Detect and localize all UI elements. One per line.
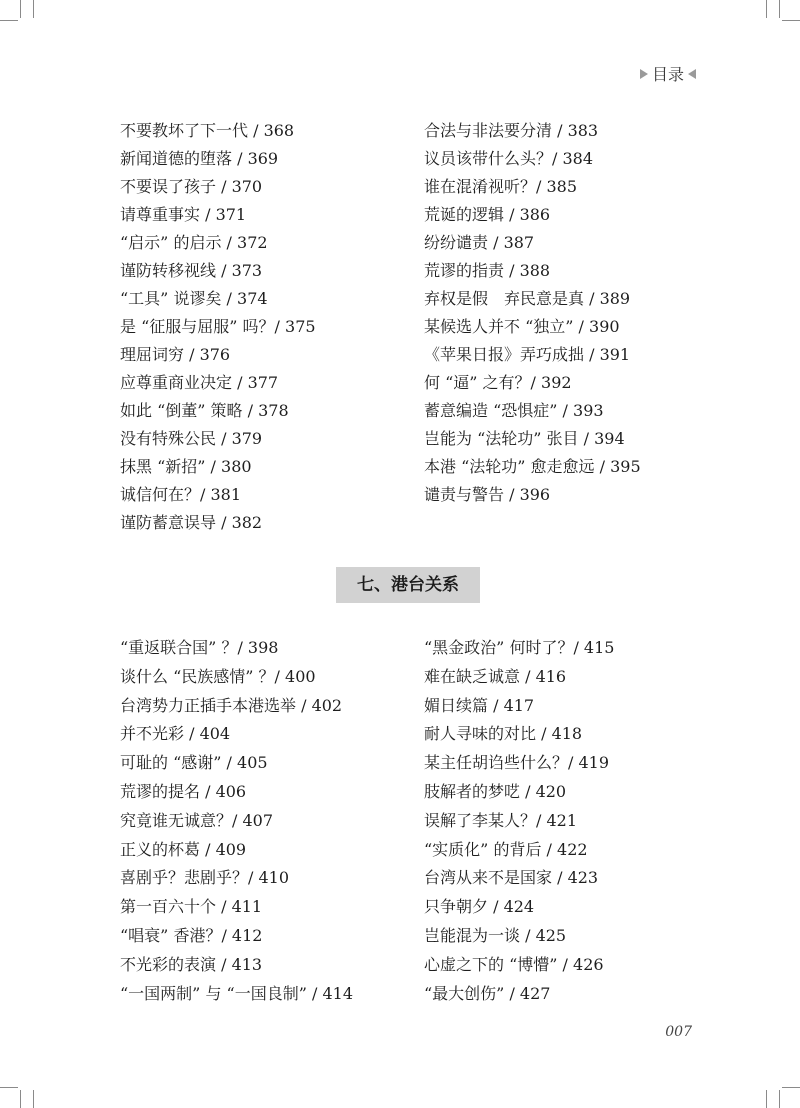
toc-entry: 抹黑 “新招” / 380 bbox=[120, 457, 252, 476]
toc-entry: 蓄意编造 “恐惧症” / 393 bbox=[424, 401, 604, 420]
toc-entry: 正义的杯葛 / 409 bbox=[120, 839, 247, 859]
toc-entry: 弃权是假 弃民意是真 / 389 bbox=[424, 289, 631, 308]
toc-entry: “重返联合国” ？/ 398 bbox=[120, 638, 279, 657]
running-header bbox=[640, 62, 696, 85]
toc-entry: 只争朝夕 / 424 bbox=[424, 897, 535, 917]
toc-entry: 谴责与警告 / 396 bbox=[424, 485, 551, 504]
toc-entry: 如此 “倒董” 策略 / 378 bbox=[120, 401, 289, 420]
toc-entry: “最大创伤” / 427 bbox=[424, 983, 551, 1003]
crop-mark bbox=[766, 1090, 767, 1108]
toc-entry: 谨防蓄意误导 / 382 bbox=[120, 513, 263, 532]
crop-mark bbox=[779, 1090, 780, 1108]
toc-entry: 谨防转移视线 / 373 bbox=[120, 261, 263, 280]
toc-entry: 何 “逼” 之有？/ 392 bbox=[424, 373, 572, 392]
toc-entry: 荒诞的逻辑 / 386 bbox=[424, 205, 551, 224]
toc-entry: “启示” 的启示 / 372 bbox=[120, 233, 268, 252]
toc-entry: 心虚之下的 “博懵” / 426 bbox=[424, 954, 604, 974]
toc-column-top-right bbox=[424, 117, 641, 509]
toc-entry: 不要教坏了下一代 / 368 bbox=[120, 121, 295, 140]
toc-entry: 究竟谁无诚意？/ 407 bbox=[120, 810, 274, 830]
toc-entry: 岂能为 “法轮功” 张目 / 394 bbox=[424, 429, 625, 448]
toc-entry: 喜剧乎？悲剧乎？/ 410 bbox=[120, 868, 290, 888]
toc-entry: “工具” 说谬矣 / 374 bbox=[120, 289, 268, 308]
toc-entry: 谈什么 “民族感情” ？/ 400 bbox=[120, 666, 316, 686]
toc-entry: “一国两制” 与 “一国良制” / 414 bbox=[120, 983, 353, 1003]
crop-mark bbox=[20, 1090, 21, 1108]
toc-entry: 荒谬的提名 / 406 bbox=[120, 781, 247, 801]
page-number: 007 bbox=[665, 1024, 692, 1040]
toc-entry: 耐人寻味的对比 / 418 bbox=[424, 724, 583, 744]
toc-entry: “唱衰” 香港？/ 412 bbox=[120, 925, 263, 945]
crop-mark bbox=[0, 20, 18, 21]
toc-entry: 第一百六十个 / 411 bbox=[120, 897, 263, 917]
crop-mark bbox=[779, 0, 780, 18]
toc-entry: 可耻的 “感谢” / 405 bbox=[120, 753, 268, 773]
toc-entry: “黑金政治” 何时了？/ 415 bbox=[424, 638, 615, 657]
toc-entry: 本港 “法轮功” 愈走愈远 / 395 bbox=[424, 457, 641, 476]
header-title: 目录 bbox=[651, 65, 684, 84]
toc-entry: 荒谬的指责 / 388 bbox=[424, 261, 551, 280]
toc-entry: 应尊重商业决定 / 377 bbox=[120, 373, 279, 392]
toc-entry: 诚信何在？/ 381 bbox=[120, 485, 242, 504]
toc-entry: 某候选人并不 “独立” / 390 bbox=[424, 317, 620, 336]
toc-column-bottom-left bbox=[120, 634, 353, 1008]
toc-entry: 并不光彩 / 404 bbox=[120, 724, 231, 744]
toc-entry: 新闻道德的堕落 / 369 bbox=[120, 149, 279, 168]
crop-mark bbox=[766, 0, 767, 18]
toc-entry: 是 “征服与屈服” 吗？/ 375 bbox=[120, 317, 316, 336]
toc-entry: 请尊重事实 / 371 bbox=[120, 205, 247, 224]
crop-mark bbox=[782, 20, 800, 21]
toc-entry: 某主任胡诌些什么？/ 419 bbox=[424, 753, 610, 773]
toc-entry: 台湾势力正插手本港选举 / 402 bbox=[120, 695, 343, 715]
crop-mark bbox=[20, 0, 21, 18]
crop-mark bbox=[33, 0, 34, 18]
toc-entry: 不要误了孩子 / 370 bbox=[120, 177, 263, 196]
toc-entry: 误解了李某人？/ 421 bbox=[424, 810, 578, 830]
toc-entry: 理屈词穷 / 376 bbox=[120, 345, 231, 364]
toc-entry: 议员该带什么头？/ 384 bbox=[424, 149, 594, 168]
toc-entry: 谁在混淆视听？/ 385 bbox=[424, 177, 578, 196]
toc-entry: 没有特殊公民 / 379 bbox=[120, 429, 263, 448]
crop-mark bbox=[33, 1090, 34, 1108]
section-heading: 七、港台关系 bbox=[336, 567, 480, 603]
triangle-left-icon bbox=[688, 69, 696, 79]
toc-entry: 肢解者的梦呓 / 420 bbox=[424, 781, 567, 801]
toc-entry: 岂能混为一谈 / 425 bbox=[424, 925, 567, 945]
crop-mark bbox=[782, 1087, 800, 1088]
toc-entry: 纷纷谴责 / 387 bbox=[424, 233, 535, 252]
toc-entry: 台湾从来不是国家 / 423 bbox=[424, 868, 599, 888]
toc-entry: 难在缺乏诚意 / 416 bbox=[424, 666, 567, 686]
triangle-right-icon bbox=[640, 69, 648, 79]
toc-column-top-left bbox=[120, 117, 316, 537]
toc-column-bottom-right bbox=[424, 634, 614, 1008]
toc-entry: 《苹果日报》弄巧成拙 / 391 bbox=[424, 345, 631, 364]
toc-entry: 合法与非法要分清 / 383 bbox=[424, 121, 599, 140]
toc-entry: 不光彩的表演 / 413 bbox=[120, 954, 263, 974]
toc-entry: “实质化” 的背后 / 422 bbox=[424, 839, 588, 859]
crop-mark bbox=[0, 1087, 18, 1088]
toc-entry: 媚日续篇 / 417 bbox=[424, 695, 535, 715]
